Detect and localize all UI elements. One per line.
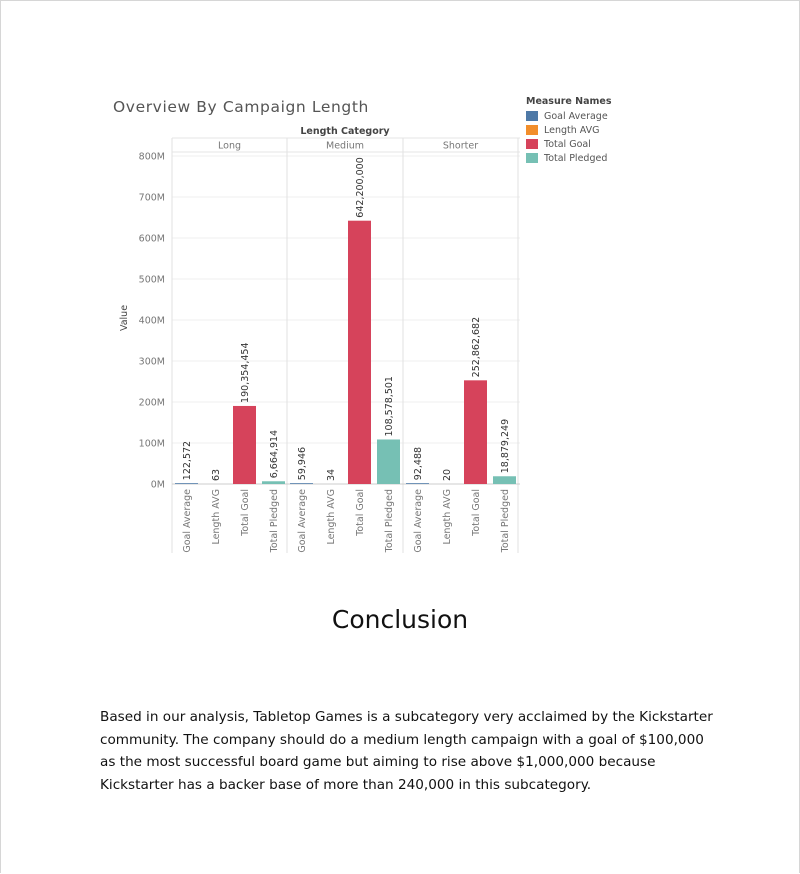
x-category-label: Total Pledged [269,489,280,553]
bar-long-total-goal [233,406,256,484]
legend-swatch [526,153,538,163]
conclusion-paragraph: Based in our analysis, Tabletop Games is a subcategory very acclaimed by the Kickstarter community. The company should do a medium length campaign with a goal of $100,000 as the most successful board game but aiming to rise above $1,000,000 because Kickstarter has a backer base of more than 240,000 in this subcategory. [100,709,713,793]
conclusion-heading: Conclusion [331,605,469,634]
bar-medium-goal-average [290,483,313,484]
legend-items [526,109,612,165]
y-tick-label: 0M [150,479,165,491]
x-category-label: Length AVG [211,489,222,545]
bar-long-goal-average [175,483,198,484]
bar-value-label: 6,664,914 [269,429,280,479]
y-tick-label: 200M [138,397,165,409]
x-category-label: Total Goal [471,489,482,536]
y-tick-label: 100M [138,438,165,450]
bar-value-label: 190,354,454 [240,342,251,403]
legend-label: Length AVG [544,124,600,136]
column-header: Length Category [300,126,390,137]
legend-item [526,151,612,165]
bar-value-label: 92,488 [413,446,424,481]
y-tick-label: 300M [138,356,165,368]
bar-shorter-total-goal [464,380,487,484]
bar-shorter-total-pledged [493,476,516,484]
bar-value-label: 34 [326,468,337,481]
legend-item [526,123,612,137]
bar-shorter-goal-average [406,483,429,484]
x-category-label: Goal Average [182,489,193,553]
x-category-label: Total Pledged [500,489,511,553]
x-category-label: Length AVG [326,489,337,545]
x-category-label: Length AVG [442,489,453,545]
bar-value-label: 18,879,249 [500,418,511,474]
bar-value-label: 20 [442,468,453,481]
bar-value-label: 108,578,501 [384,376,395,437]
chart-legend [526,96,612,165]
bar-medium-total-pledged [377,439,400,484]
y-axis-title: Value [119,304,130,332]
legend-title: Measure Names [526,96,612,107]
group-label-long: Long [218,140,241,152]
x-category-label: Goal Average [297,489,308,553]
legend-swatch [526,139,538,149]
y-tick-label: 600M [138,233,165,245]
legend-swatch [526,125,538,135]
y-tick-label: 800M [138,151,165,163]
x-category-label: Total Pledged [384,489,395,553]
legend-swatch [526,111,538,121]
chart-title: Overview By Campaign Length [113,98,369,116]
bar-value-label: 63 [211,468,222,481]
y-tick-label: 500M [138,274,165,286]
legend-item [526,109,612,123]
bar-value-label: 59,946 [297,446,308,481]
group-label-shorter: Shorter [442,140,479,152]
x-category-label: Goal Average [413,489,424,553]
x-category-label: Total Goal [355,489,366,536]
legend-item [526,137,612,151]
legend-label: Total Goal [544,138,591,150]
bar-value-label: 252,862,682 [471,316,482,378]
legend-label: Goal Average [544,110,608,122]
y-tick-label: 400M [138,315,165,327]
x-category-label: Total Goal [240,489,251,536]
bar-value-label: 642,200,000 [355,157,366,218]
bar-value-label: 122,572 [182,440,193,481]
y-tick-label: 700M [138,192,165,204]
group-label-medium: Medium [326,140,364,152]
legend-label: Total Pledged [544,152,608,164]
bar-long-total-pledged [262,481,285,484]
bar-medium-total-goal [348,221,371,484]
